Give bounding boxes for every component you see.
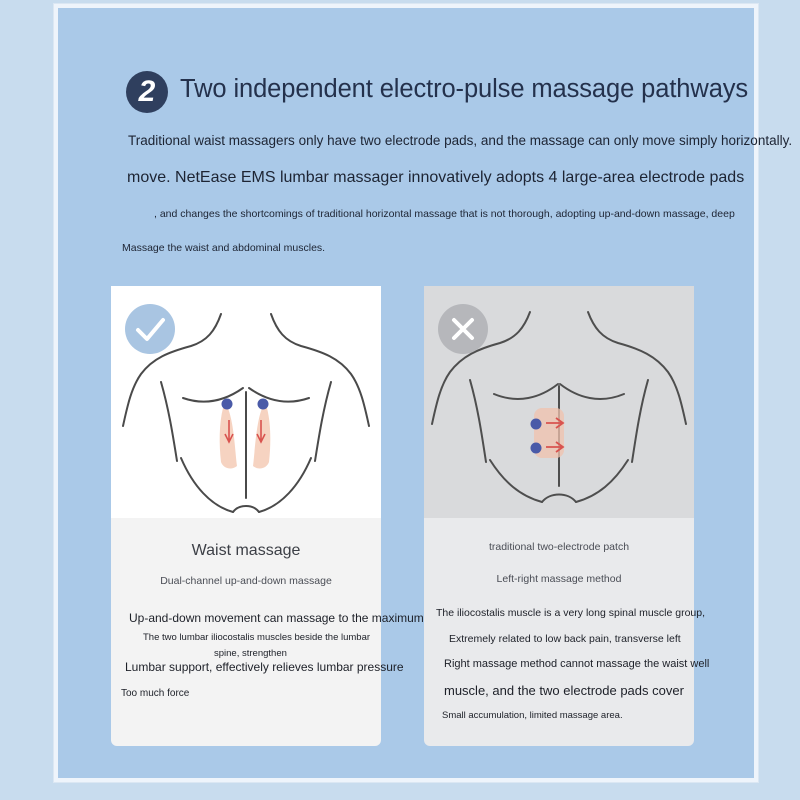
card-title: Waist massage — [191, 542, 301, 559]
x-icon — [438, 304, 488, 354]
card-line: Lumbar support, effectively relieves lumbar pressure — [125, 660, 404, 674]
card-line: Extremely related to low back pain, transverse left — [449, 633, 681, 645]
section-title: Two independent electro-pulse massage pathways — [180, 75, 749, 103]
intro-line-4: Massage the waist and abdominal muscles. — [122, 242, 326, 254]
card-line: muscle, and the two electrode pads cover — [444, 683, 684, 698]
card-subtitle: Dual-channel up-and-down massage — [160, 575, 332, 587]
intro-line-2: move. NetEase EMS lumbar massager innovatively adopts 4 large-area electrode pads — [127, 169, 745, 186]
card-line: spine, strengthen — [214, 648, 287, 659]
card-line: Right massage method cannot massage the waist well — [444, 658, 710, 670]
card-line: The two lumbar iliocostalis muscles beside the lumbar — [143, 632, 371, 643]
card-line: The iliocostalis muscle is a very long spinal muscle group, — [436, 607, 706, 619]
card-title: traditional two-electrode patch — [488, 541, 630, 553]
intro-line-3: , and changes the shortcomings of traditional horizontal massage that is not thorough, adopting up-and-down massage, deep — [154, 208, 735, 220]
left-comparison-card — [111, 286, 424, 746]
card-line: Small accumulation, limited massage area. — [442, 710, 623, 721]
intro-line-1: Traditional waist massagers only have two electrode pads, and the massage can only move simply horizontally. — [128, 133, 793, 148]
card-line: Too much force — [121, 688, 190, 699]
checkmark-icon — [125, 304, 175, 354]
card-line: Up-and-down movement can massage to the maximum — [129, 611, 424, 625]
right-comparison-card — [424, 286, 710, 746]
badge-number: 2 — [138, 75, 156, 108]
number-badge — [126, 71, 168, 113]
card-subtitle: Left-right massage method — [496, 573, 622, 585]
